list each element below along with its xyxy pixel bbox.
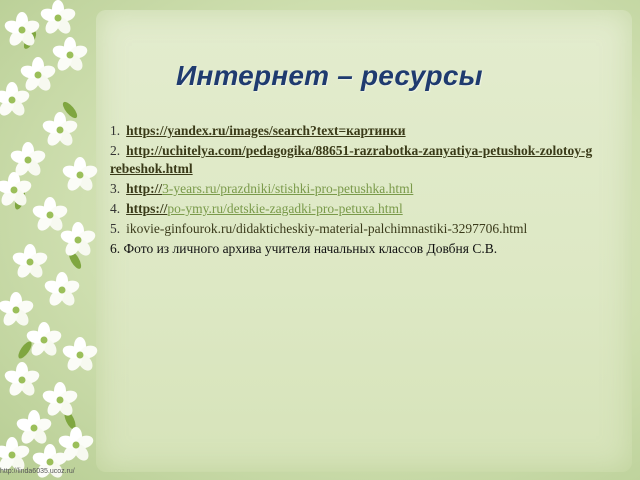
resource-item xyxy=(110,200,596,218)
resource-item xyxy=(110,122,596,140)
resource-item xyxy=(110,142,596,178)
resource-link[interactable]: https:// xyxy=(126,201,168,216)
resource-link[interactable]: po-ymy.ru/detskie-zagadki-pro-petuxa.html xyxy=(167,201,403,216)
slide-title: Интернет – ресурсы xyxy=(176,60,483,91)
resource-item-number: 3. xyxy=(110,181,121,196)
flower-decoration-icon xyxy=(0,0,100,480)
resource-item-number: 1. xyxy=(110,123,121,138)
resource-item-number: 5. xyxy=(110,221,121,236)
resource-item xyxy=(110,180,596,198)
resource-link[interactable]: http://uchitelya.com/pedagogika/88651-razrabotka-zanyatiya-petushok-zolotoy-grebeshok.html xyxy=(110,143,593,176)
resource-item-number: 4. xyxy=(110,201,121,216)
resource-link[interactable]: https://yandex.ru/images/search?text=картинки xyxy=(126,123,406,138)
resource-link[interactable]: 3-years.ru/prazdniki/stishki-pro-petushka.html xyxy=(162,181,414,196)
resource-item xyxy=(110,220,596,238)
photo-credit-text: 6. Фото из личного архива учителя начальных классов Довбня С.В. xyxy=(110,241,498,256)
footer-url: http://linda6035.ucoz.ru/ xyxy=(0,468,75,475)
resource-item-number: 2. xyxy=(110,143,121,158)
resource-list xyxy=(110,122,596,258)
resource-link[interactable]: http:// xyxy=(126,181,163,196)
resource-text: ikovie-ginfourok.ru/didakticheskiy-material-palchimnastiki-3297706.html xyxy=(126,221,528,236)
